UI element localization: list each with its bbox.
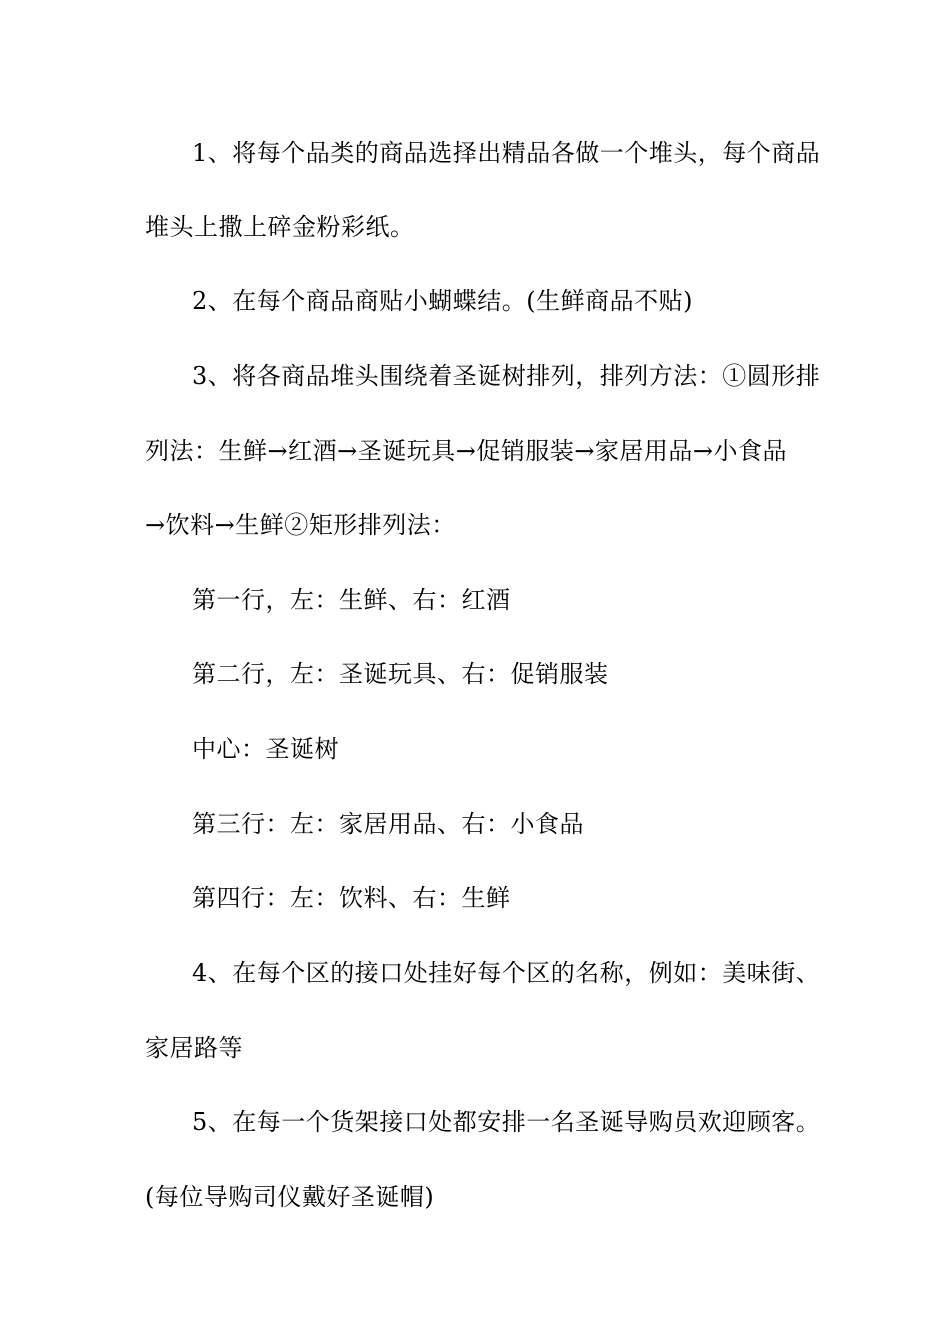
paragraph-4-line-2: 家居路等 <box>145 1034 243 1062</box>
paragraph-4-line-1: 4、在每个区的接口处挂好每个区的名称，例如：美味街、 <box>192 959 821 987</box>
row-4-text: 第四行：左：饮料、右：生鲜 <box>192 884 511 912</box>
paragraph-3-line-2: 列法：生鲜→红酒→圣诞玩具→促销服装→家居用品→小食品 <box>145 437 788 465</box>
paragraph-3-line-1: 3、将各商品堆头围绕着圣诞树排列，排列方法：①圆形排 <box>192 362 821 390</box>
paragraph-5-line-1: 5、在每一个货架接口处都安排一名圣诞导购员欢迎顾客。 <box>192 1108 821 1136</box>
row-3-text: 第三行：左：家居用品、右：小食品 <box>192 810 584 838</box>
row-1-text: 第一行，左：生鲜、右：红酒 <box>192 586 511 614</box>
paragraph-1-line-2: 堆头上撒上碎金粉彩纸。 <box>145 213 415 241</box>
paragraph-5-line-2: (每位导购司仪戴好圣诞帽) <box>145 1183 435 1211</box>
row-2-text: 第二行，左：圣诞玩具、右：促销服装 <box>192 660 609 688</box>
paragraph-3-line-3: →饮料→生鲜②矩形排列法： <box>145 511 456 539</box>
center-text: 中心：圣诞树 <box>192 735 339 763</box>
paragraph-2: 2、在每个商品商贴小蝴蝶结。(生鲜商品不贴) <box>192 287 693 315</box>
paragraph-1-line-1: 1、将每个品类的商品选择出精品各做一个堆头，每个商品 <box>192 139 821 167</box>
